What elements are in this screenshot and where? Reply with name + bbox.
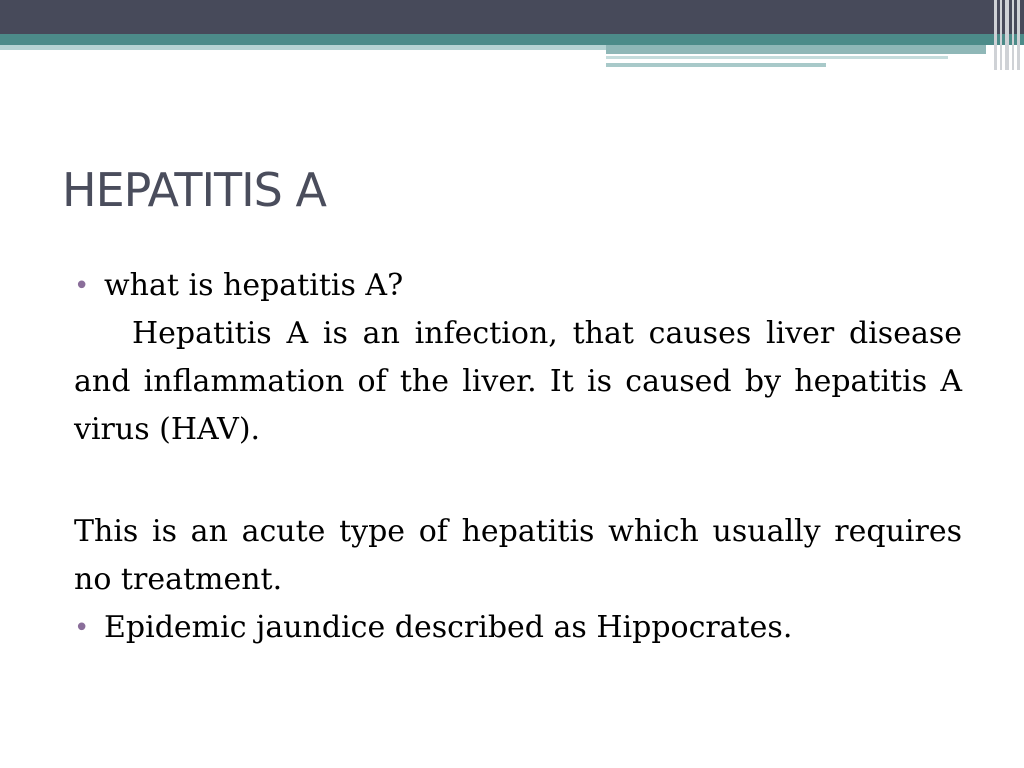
note-paragraph: This is an acute type of hepatitis which usually requires no treatment. (74, 514, 962, 597)
slide-title: HEPATITIS A (62, 163, 326, 217)
definition-paragraph: Hepatitis A is an infection, that causes liver disease and inflammation of the liver. It is caused by hepatitis A virus (HAV). (74, 316, 962, 447)
header-accent-stripe (606, 45, 986, 54)
header-light-stripe (0, 45, 606, 50)
bullet-item (74, 604, 962, 652)
bullet-icon: • (74, 613, 90, 643)
header-vertical-stripes (990, 0, 1024, 70)
bullet-icon: • (74, 271, 90, 301)
header-dark-band (0, 0, 1024, 34)
bullet-item (74, 262, 962, 310)
header-teal-band (0, 34, 1024, 45)
history-text: Epidemic jaundice described as Hippocrates. (104, 610, 793, 645)
slide-body (74, 262, 962, 652)
header-thin-line (606, 63, 826, 67)
question-text: what is hepatitis A? (104, 268, 404, 303)
header-thin-line (606, 56, 948, 59)
